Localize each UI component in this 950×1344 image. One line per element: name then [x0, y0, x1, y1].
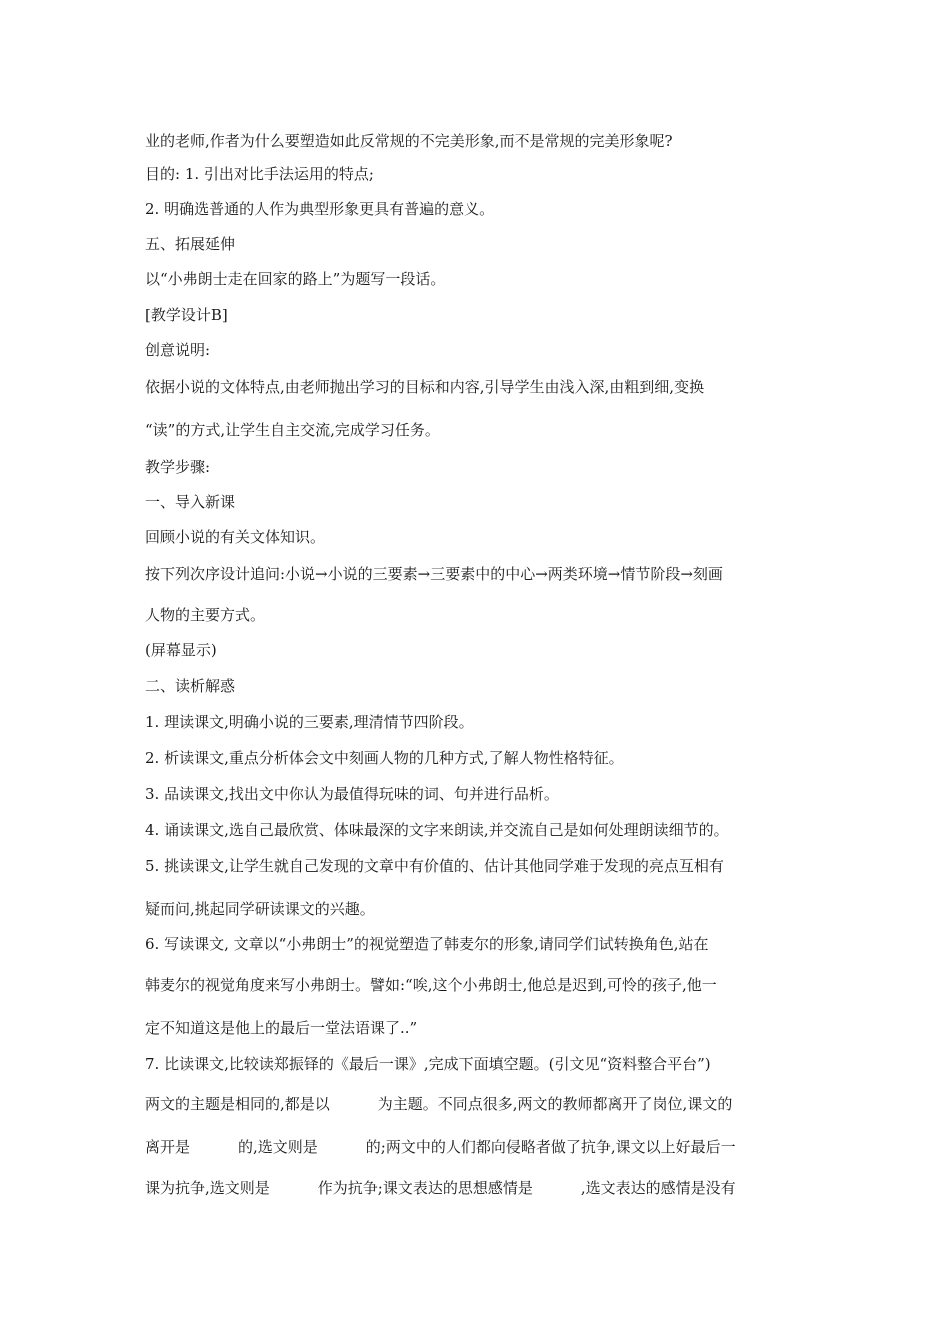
- list-item: 4. 诵读课文,选自己最欣赏、体味最深的文字来朗读,并交流自己是如何处理朗读细节的。: [145, 821, 729, 839]
- fill-in-line: 两文的主题是相同的,都是以 为主题。不同点很多,两文的教师都离开了岗位,课文的: [145, 1095, 733, 1113]
- fill-in-line: 离开是 的,选文则是 的;两文中的人们都向侵略者做了抗争,课文以上好最后一: [145, 1138, 736, 1156]
- text-line: 人物的主要方式。: [145, 606, 266, 624]
- list-item: 6. 写读课文, 文章以“小弗朗士”的视觉塑造了韩麦尔的形象,请同学们试转换角色,站在: [145, 935, 709, 953]
- text-line: 创意说明:: [145, 341, 211, 359]
- list-item: 2. 析读课文,重点分析体会文中刻画人物的几种方式,了解人物性格特征。: [145, 749, 624, 767]
- text-line: 业的老师,作者为什么要塑造如此反常规的不完美形象,而不是常规的完美形象呢?: [145, 132, 673, 150]
- text-line: 以“小弗朗士走在回家的路上”为题写一段话。: [145, 270, 446, 288]
- text-line: 回顾小说的有关文体知识。: [145, 528, 326, 546]
- section-heading: 二、读析解惑: [145, 677, 236, 695]
- list-item: 3. 品读课文,找出文中你认为最值得玩味的词、句并进行品析。: [145, 785, 559, 803]
- text-line: 韩麦尔的视觉角度来写小弗朗士。譬如:“唉,这个小弗朗士,他总是迟到,可怜的孩子,他一: [145, 976, 717, 994]
- fill-in-line: 课为抗争,选文则是 作为抗争;课文表达的思想感情是 ,选文表达的感情是没有: [145, 1179, 736, 1197]
- section-heading: 五、拓展延伸: [145, 235, 236, 253]
- text-line: “读”的方式,让学生自主交流,完成学习任务。: [145, 421, 440, 439]
- text-line: 2. 明确选普通的人作为典型形象更具有普遍的意义。: [145, 200, 495, 218]
- text-line: 按下列次序设计追问:小说→小说的三要素→三要素中的中心→两类环境→情节阶段→刻画: [145, 565, 723, 583]
- text-line: 依据小说的文体特点,由老师抛出学习的目标和内容,引导学生由浅入深,由粗到细,变换: [145, 378, 705, 396]
- section-heading: 一、导入新课: [145, 493, 236, 511]
- text-line: 教学步骤:: [145, 458, 211, 476]
- list-item: 5. 挑读课文,让学生就自己发现的文章中有价值的、估计其他同学难于发现的亮点互相有: [145, 857, 724, 875]
- text-line: 疑而问,挑起同学研读课文的兴趣。: [145, 900, 375, 918]
- text-line: (屏幕显示): [145, 641, 217, 659]
- list-item: 7. 比读课文,比较读郑振铎的《最后一课》,完成下面填空题。(引文见“资料整合平台”): [145, 1055, 711, 1073]
- text-line: 目的: 1. 引出对比手法运用的特点;: [145, 165, 374, 183]
- list-item: 1. 理读课文,明确小说的三要素,理清情节四阶段。: [145, 713, 474, 731]
- section-heading: [教学设计B]: [145, 306, 228, 324]
- text-line: 定不知道这是他上的最后一堂法语课了..”: [145, 1019, 418, 1037]
